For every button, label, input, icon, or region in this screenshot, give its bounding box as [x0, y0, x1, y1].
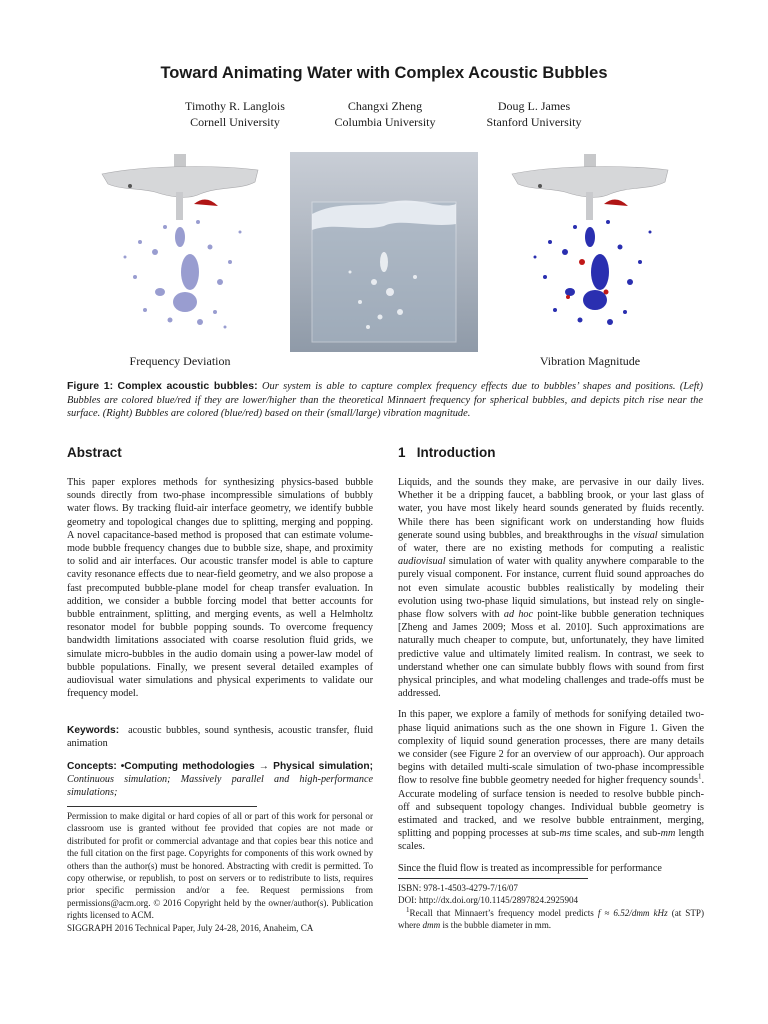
figure-left-label: Frequency Deviation [129, 354, 231, 368]
venue-text: SIGGRAPH 2016 Technical Paper, July 24-28, 2016, Anaheim, CA [67, 922, 314, 933]
author-affiliation: Cornell University [190, 115, 280, 129]
footnote: $^1$Recall that Minnaert’s frequency model predicts f ≈ 6.52/dmm kHz (at STP) where dmm is the bubble diameter in mm. [398, 905, 705, 931]
intro-paragraph-2: In this paper, we explore a family of methods for sonifying detailed two-phase liquid animations such as the one shown in Figure 1. Given the complexity of liquid sound generation processes, there are many details we consider (see Figure 2 for an overview of our approach). Our approach begins with detailed multi-scale simulation of two-phase incompressible flow to resolve fine bubble geometry needed for higher frequency sounds$^1$. Accurate modeling of surface tension is needed to resolve bubble pinch-off and subsequent topology changes. Individual bubble geometry is estimated and tracked, and we resolve bubble entrainment, merging, splitting and popping processes at sub-ms time scales, and sub-mm length scales. [398, 709, 705, 853]
intro-heading [398, 445, 496, 460]
author-name: Doug L. James [497, 99, 571, 113]
caption-text: Our system is able to capture complex frequency effects due to bubbles’ shapes and positions. (Left) Bubbles are colored blue/red if they are lower/higher than the theoretical Minnaert frequency for spherical bubbles, and depicts pitch rise near the surface. (Right) Bubbles are colored (blue/red) based on their (small/large) vibration magnitude. [67, 381, 703, 419]
intro-paragraph-1: Liquids, and the sounds they make, are pervasive in our daily lives. Whether it be a dripping faucet, a babbling brook, or your last glass of water, you have most likely heard sounds generated by fluids recently. While there has been significant work on understanding how fluids generate sound using bubbles, and breakthroughs in the visual simulation of water, there are no existing methods for computing a realistic audiovisual simulation of water with quality anywhere comparable to the purely visual component. For instance, current fluid sound approaches do not even simulate acoustic bubbles realistically by modeling their evolution using two-phase liquid simulations, but instead rely on single-phase flow solvers with ad hoc point-like bubble generation techniques [Zheng and James 2009; Moss et al. 2010]. Such approximations are naturally much cheaper to compute, but, unfortunately, they have limited predictive value and ultimately limited realism. In contrast, we seek to understand whether one can simulate bubbly flows with sound from first physical principles, and what modeling challenges and trade-offs must be addressed. [398, 477, 705, 700]
abstract-text: This paper explores methods for synthesizing physics-based bubble sounds directly from two-phase incompressible simulations of bubbly water flows. By tracking fluid-air interface geometry, we identify bubble geometry and topological changes due to splitting, merging and popping. A novel capacitance-based method is proposed that can estimate volume-mode bubble frequency changes due to bubble size, shape, and proximity to solid and air interfaces. Our acoustic transfer model is able to capture cavity resonance effects due to near-field geometry, and we also propose a fast precomputed bubble-plane model for cheap transfer evaluation. In addition, we consider a bubble forcing model that better accounts for bubble entrainment, splitting, and merging events, as well a Helmholtz resonator model for bubble popping sounds. To overcome frequency bandwidth limitations associated with coarse resolution fluid grids, we simulate micro-bubbles in the audio domain using a power-law model of bubble populations. Finally, we present several detailed examples of audiovisual water simulations and physical experiments to validate our frequency model. [67, 477, 373, 700]
author-affiliation: Stanford University [486, 115, 582, 129]
author-name: Changxi Zheng [347, 99, 423, 113]
section-number: 1 [398, 445, 406, 460]
abstract-column [67, 476, 373, 700]
frequency-deviation-render [100, 152, 260, 352]
footnote-rule [67, 806, 257, 807]
concepts-bold: •Computing methodologies → Physical simulation; [120, 761, 374, 772]
keywords-text: acoustic bubbles, sound synthesis, acoustic transfer, fluid animation [67, 725, 373, 750]
water-tank-render [290, 152, 478, 352]
caption-label: Figure 1: [67, 380, 114, 392]
concepts-label: Concepts: [67, 761, 117, 772]
ccs-concepts [67, 760, 373, 800]
figure-right-label: Vibration Magnitude [539, 354, 641, 368]
section-title: Introduction [416, 445, 496, 460]
identifiers-block [398, 882, 704, 932]
vibration-magnitude-render [510, 152, 670, 352]
concepts-italic: Continuous simulation; Massively parallel and high-performance simulations; [67, 774, 373, 799]
figure-caption [67, 380, 703, 421]
isbn: ISBN: 978-1-4503-4279-7/16/07 [398, 883, 518, 893]
keywords [67, 724, 373, 750]
author-name: Timothy R. Langlois [185, 99, 285, 113]
caption-title: Complex acoustic bubbles: [117, 380, 258, 392]
paper-title: Toward Animating Water with Complex Acoustic Bubbles [160, 64, 608, 82]
abstract-heading: Abstract [67, 445, 122, 460]
intro-column [398, 476, 704, 875]
intro-paragraph-3: Since the fluid flow is treated as incompressible for performance [398, 862, 662, 874]
permission-text: Permission to make digital or hard copies of all or part of this work for personal or classroom use is granted without fee provided that copies are not made or distributed for profit or commercial advantage and that copies bear this notice and the full citation on the first page. Copyrights for components of this work owned by others than the author(s) must be honored. Abstracting with credit is permitted. To copy otherwise, or republish, to post on servers or to redistribute to lists, requires prior specific permission and/or a fee. Request permissions from permissions@acm.org. © 2016 Copyright held by the owner/author(s). Publication rights licensed to ACM. [67, 811, 373, 921]
footnote-rule-right [398, 878, 588, 879]
keywords-label: Keywords: [67, 725, 120, 736]
permission-block [67, 810, 373, 934]
author-3 [434, 98, 634, 130]
doi: DOI: http://dx.doi.org/10.1145/2897824.2925904 [398, 895, 579, 906]
author-affiliation: Columbia University [334, 115, 436, 129]
